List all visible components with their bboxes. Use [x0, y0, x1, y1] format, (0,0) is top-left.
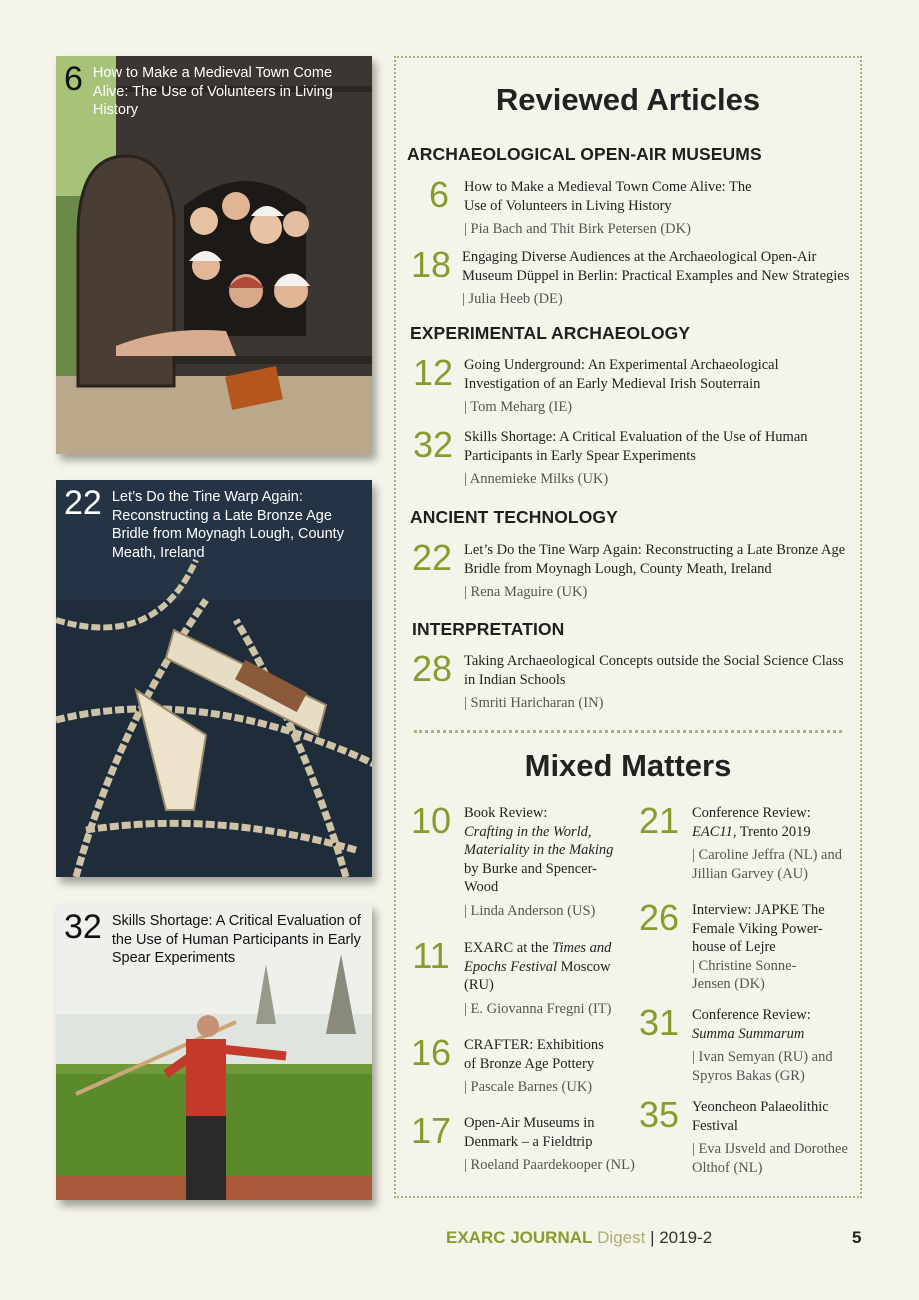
article-author: | Rena Maguire (UK)	[464, 584, 588, 600]
card-caption	[64, 60, 364, 120]
mixed-title: Book Review:	[464, 805, 548, 821]
card-page-number: 32	[64, 908, 102, 946]
mixed-page-number: 11	[412, 935, 450, 976]
article-entry[interactable]	[408, 537, 858, 602]
journal-digest: Digest	[597, 1228, 646, 1247]
article-author: | Julia Heeb (DE)	[462, 291, 563, 307]
article-title: Let’s Do the Tine Warp Again: Reconstructing a Late Bronze Age Bridle from Moynagh Lough, County Meath, Ireland	[464, 542, 846, 577]
card-page-number: 6	[64, 60, 83, 98]
article-page-number: 6	[428, 174, 450, 215]
article-page-number: 32	[412, 424, 454, 465]
footer-separator: |	[650, 1228, 655, 1247]
mixed-author: | Eva IJsveld and Dorothee Olthof (NL)	[692, 1141, 848, 1176]
article-entry[interactable]	[408, 244, 858, 309]
mixed-title: Interview: JAPKE The Female Viking Power-house of Lejre	[692, 902, 825, 955]
section-divider	[414, 730, 842, 733]
mixed-title-suffix: , Trento 2019	[732, 823, 811, 840]
mixed-author: | Roeland Paardekooper (NL)	[464, 1157, 635, 1173]
mixed-title: Conference Review:	[692, 1007, 811, 1023]
article-page-number: 18	[410, 244, 452, 285]
article-page-number: 12	[412, 352, 454, 393]
reviewed-articles-heading: Reviewed Articles	[495, 82, 761, 117]
card-title: How to Make a Medieval Town Come Alive: The Use of Volunteers in Living History	[92, 65, 333, 118]
journal-issue: 2019-2	[659, 1228, 713, 1247]
article-author: | Smriti Haricharan (IN)	[464, 695, 604, 711]
page-number: 5	[852, 1228, 862, 1247]
section-heading: EXPERIMENTAL ARCHAEOLOGY	[410, 323, 691, 343]
journal-name: EXARC JOURNAL	[446, 1228, 593, 1247]
mixed-author: | Caroline Jeffra (NL) and Jillian Garvey (AU)	[692, 847, 842, 882]
mixed-title-italic: EAC11	[692, 823, 733, 840]
article-entry[interactable]	[410, 352, 860, 417]
article-entry[interactable]	[410, 424, 860, 489]
card-title: Let’s Do the Tine Warp Again: Reconstructing a Late Bronze Age Bridle from Moynagh Lough, County Meath, Ireland	[111, 489, 344, 561]
mixed-author: | E. Giovanna Fregni (IT)	[464, 1000, 612, 1017]
mixed-title-italic: Times and Epochs Festival	[464, 940, 612, 975]
card-page-number: 22	[64, 484, 102, 522]
mixed-title: Open-Air Museums in Denmark – a Fieldtrip	[464, 1115, 595, 1150]
article-entry[interactable]	[424, 174, 854, 239]
mixed-page-number: 16	[410, 1032, 452, 1073]
cover-image-bronze-age-bridle	[56, 480, 372, 877]
card-title: Skills Shortage: A Critical Evaluation of the Use of Human Participants in Early Spear Experiments	[111, 913, 361, 966]
mixed-entry[interactable]	[636, 1002, 861, 1085]
article-title: Skills Shortage: A Critical Evaluation of the Use of Human Participants in Early Spear Experiments	[464, 429, 808, 464]
mixed-page-number: 21	[638, 800, 680, 841]
mixed-title: Yeoncheon Palaeolithic Festival	[692, 1099, 829, 1134]
section-heading: ARCHAEOLOGICAL OPEN-AIR MUSEUMS	[407, 144, 762, 164]
mixed-author: | Linda Anderson (US)	[464, 902, 596, 919]
cover-image-medieval-town	[56, 56, 372, 454]
footer	[446, 1228, 712, 1248]
mixed-page-number: 10	[410, 800, 452, 841]
mixed-title-suffix: Moscow (RU)	[464, 958, 611, 993]
article-author: | Pia Bach and Thit Birk Petersen (DK)	[464, 221, 691, 237]
mixed-entry[interactable]	[408, 935, 628, 1018]
mixed-page-number: 17	[410, 1110, 452, 1151]
mixed-entry[interactable]	[636, 1094, 861, 1177]
mixed-entry[interactable]	[408, 800, 628, 920]
card-caption	[64, 908, 364, 968]
article-author: | Annemieke Milks (UK)	[464, 471, 609, 487]
mixed-title-italic: Crafting in the World, Materiality in the Making	[464, 823, 614, 858]
card-caption	[64, 484, 364, 562]
mixed-page-number: 31	[638, 1002, 680, 1043]
mixed-title: EXARC at the	[464, 940, 553, 956]
mixed-entry[interactable]	[636, 800, 861, 883]
mixed-title: CRAFTER: Exhibitions of Bronze Age Pottery	[464, 1037, 604, 1072]
mixed-page-number: 26	[638, 897, 680, 938]
mixed-author: | Pascale Barnes (UK)	[464, 1079, 593, 1095]
section-heading: INTERPRETATION	[412, 619, 565, 639]
article-title: Going Underground: An Experimental Archaeological Investigation of an Early Medieval Irish Souterrain	[464, 357, 779, 392]
contents-panel	[394, 56, 862, 1198]
section-heading: ANCIENT TECHNOLOGY	[410, 507, 618, 527]
mixed-page-number: 35	[638, 1094, 680, 1135]
mixed-author: | Ivan Semyan (RU) and Spyros Bakas (GR)	[692, 1049, 833, 1084]
mixed-entry[interactable]	[408, 1110, 648, 1175]
article-page-number: 22	[411, 537, 453, 578]
mixed-title-italic: Summa Summarum	[692, 1025, 805, 1042]
mixed-title-suffix: by Burke and Spencer-Wood	[464, 860, 597, 895]
article-page-number: 28	[411, 648, 453, 689]
mixed-entry[interactable]	[408, 1032, 628, 1097]
mixed-entry[interactable]	[636, 897, 861, 994]
article-entry[interactable]	[408, 648, 858, 713]
article-title: How to Make a Medieval Town Come Alive: The Use of Volunteers in Living History	[464, 179, 752, 214]
mixed-author: | Christine Sonne-Jensen (DK)	[692, 957, 797, 992]
cover-image-spear-experiment	[56, 904, 372, 1200]
article-title: Engaging Diverse Audiences at the Archaeological Open-Air Museum Düppel in Berlin: Practical Examples and New Strategies	[462, 249, 850, 284]
mixed-title: Conference Review:	[692, 805, 811, 821]
mixed-matters-heading: Mixed Matters	[524, 748, 732, 783]
article-title: Taking Archaeological Concepts outside the Social Science Class in Indian Schools	[464, 653, 844, 688]
article-author: | Tom Meharg (IE)	[464, 399, 573, 415]
